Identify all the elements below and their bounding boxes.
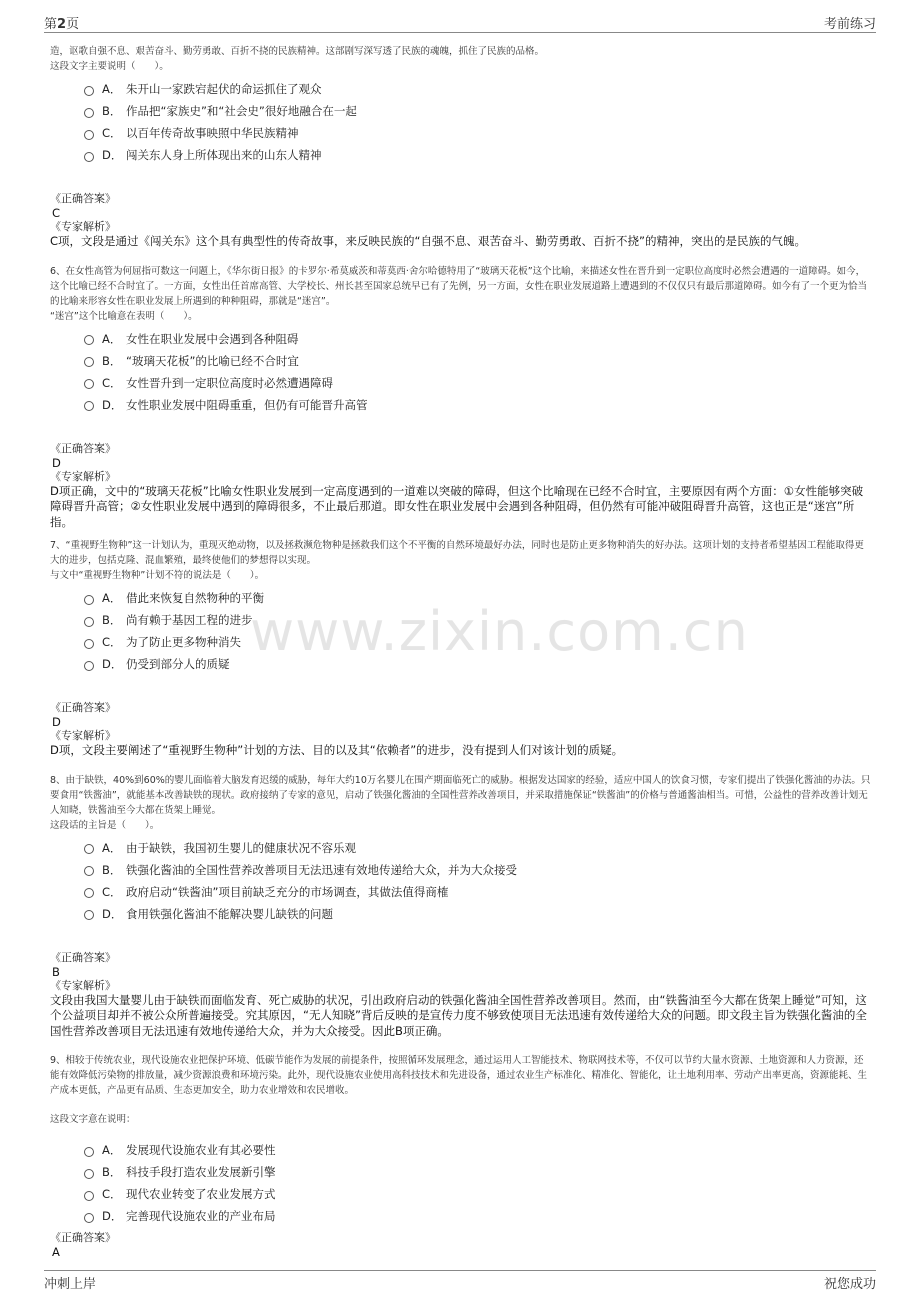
- radio-icon[interactable]: [84, 866, 94, 876]
- question-stem: 与文中“重视野生物种”计划不符的说法是（ ）。: [50, 570, 265, 581]
- analysis-text: C项，文段是通过《闯关东》这个具有典型性的传奇故事，来反映民族的“自强不息、艰苦奋斗、勤劳勇敢、百折不挠”的精神，突出的是民族的气魄。: [50, 234, 806, 248]
- radio-icon[interactable]: [84, 86, 94, 96]
- radio-icon[interactable]: [84, 639, 94, 649]
- radio-icon[interactable]: [84, 595, 94, 605]
- option-b[interactable]: B． 铁强化酱油的全国性营养改善项目无法迅速有效地传递给大众，并为大众接受: [50, 859, 872, 881]
- analysis-label: 《专家解析》: [50, 729, 116, 742]
- option-d[interactable]: D． 女性职业发展中阻碍重重，但仍有可能晋升高管: [50, 394, 872, 416]
- option-list: [50, 78, 872, 166]
- passage-tail: 造，讴歌自强不息、艰苦奋斗、勤劳勇敢、百折不挠的民族精神。这部剧写深写透了民族的魂魄，抓住了民族的品格。: [50, 46, 545, 57]
- passage: 7、“重视野生物种”这一计划认为，重现灭绝动物，以及拯救濒危物种是拯救我们这个不平衡的自然环境最好办法，同时也是防止更多物种消失的好办法。这项计划的支持者希望基因工程能取得更大的进步，包括克隆、混血繁殖，最终使他们的梦想得以实现。: [50, 540, 864, 566]
- question-stem: “迷宫”这个比喻意在表明（ ）。: [50, 310, 198, 322]
- option-list: [50, 328, 872, 416]
- radio-icon[interactable]: [84, 1213, 94, 1223]
- option-list: [50, 587, 872, 675]
- answer-label: 《正确答案》: [50, 1231, 116, 1244]
- footer-right: 祝您成功: [823, 1276, 876, 1292]
- radio-icon[interactable]: [84, 108, 94, 118]
- passage: 9、相较于传统农业，现代设施农业把保护环境、低碳节能作为发展的前提条件，按照循环发展理念，通过运用人工智能技术、物联网技术等，不仅可以节约大量水资源、土地资源和人力资源，还能有效降低污染物的排放量，减少资源浪费和环境污染。此外，现代设施农业使用高科技技术和先进设备，通过农业生产标准化、精准化、智能化，让土地利用率、劳动产出率更高，资源能耗、生产成本更低，产品更有品质、生态更加安全，助力农业增效和农民增收。: [50, 1055, 868, 1096]
- option-list: [50, 1139, 872, 1227]
- watermark: www.zixin.com.cn: [250, 600, 749, 663]
- option-b[interactable]: B． 科技手段打造农业发展新引擎: [50, 1161, 872, 1183]
- question-8: [50, 773, 872, 1040]
- option-b[interactable]: B． 作品把“家族史”和“社会史”很好地融合在一起: [50, 100, 872, 122]
- question-stem: 这段话的主旨是（ ）。: [50, 819, 160, 831]
- option-a[interactable]: A． 发展现代设施农业有其必要性: [50, 1139, 872, 1161]
- option-b[interactable]: B． “玻璃天花板”的比喻已经不合时宜: [50, 350, 872, 372]
- page-number: 第2页: [44, 16, 80, 32]
- option-d[interactable]: D． 仍受到部分人的质疑: [50, 653, 872, 675]
- question-6: [50, 264, 872, 531]
- correct-answer: D: [52, 715, 61, 729]
- correct-answer: C: [52, 206, 61, 220]
- option-c[interactable]: C． 为了防止更多物种消失: [50, 631, 872, 653]
- radio-icon[interactable]: [84, 130, 94, 140]
- option-a[interactable]: A． 女性在职业发展中会遇到各种阻碍: [50, 328, 872, 350]
- option-b[interactable]: B． 尚有赖于基因工程的进步: [50, 609, 872, 631]
- analysis-label: 《专家解析》: [50, 220, 116, 233]
- option-c[interactable]: C． 现代农业转变了农业发展方式: [50, 1183, 872, 1205]
- radio-icon[interactable]: [84, 910, 94, 920]
- correct-answer: D: [52, 455, 61, 470]
- footer-left: 冲刺上岸: [44, 1276, 97, 1292]
- question-9: [50, 1053, 872, 1259]
- analysis-label: 《专家解析》: [50, 978, 116, 992]
- header-title: 考前练习: [823, 16, 876, 32]
- option-c[interactable]: C． 以百年传奇故事映照中华民族精神: [50, 122, 872, 144]
- option-c[interactable]: C． 女性晋升到一定职位高度时必然遭遇障碍: [50, 372, 872, 394]
- radio-icon[interactable]: [84, 1191, 94, 1201]
- radio-icon[interactable]: [84, 888, 94, 898]
- radio-icon[interactable]: [84, 401, 94, 411]
- question-7: [50, 538, 872, 759]
- page-header: [44, 12, 876, 33]
- page-content: [50, 44, 872, 1259]
- passage: 8、由于缺铁，40%到60%的婴儿面临着大脑发育迟缓的威胁，每年大约10万名婴儿在围产期面临死亡的威胁。根据发达国家的经验，适应中国人的饮食习惯，专家们提出了铁强化酱油的办法。只要食用“铁酱油”，就能基本改善缺铁的现状。政府接纳了专家的意见，启动了铁强化酱油的全国性营养改善项目，并采取措施保证“铁酱油”的价格与普通酱油相当。可惜，公益性的营养改善计划无人知晓，铁酱油至今大都在货架上睡觉。: [50, 774, 871, 816]
- option-d[interactable]: D． 闯关东人身上所体现出来的山东人精神: [50, 144, 872, 166]
- passage: 6、在女性高管为何屈指可数这一问题上，《华尔街日报》的卡罗尔·希莫威茨和蒂莫西·舍尔哈德特用了“玻璃天花板”这个比喻，来描述女性在晋升到一定职位高度时必然会遭遇的一道障碍。如今，这个比喻已经不合时宜了。一方面，女性出任首席高管、大学校长、州长甚至国家总统早已有了先例，另一方面，女性在职业发展道路上遭遇到的不仅仅只有最后那道障碍。如今有了一个更为恰当的比喻来形容女性在职业发展上所遇到的种种阻碍，那就是“迷宫”。: [50, 265, 868, 307]
- question-stem: 这段文字主要说明（ ）。: [50, 61, 169, 72]
- analysis-text: 文段由我国大量婴儿由于缺铁而面临发育、死亡威胁的状况，引出政府启动的铁强化酱油全国性营养改善项目。然而，由“铁酱油至今大都在货架上睡觉”可知，这个公益项目却并不被公众所普遍接受。究其原因，“无人知晓”背后反映的是宣传力度不够致使项目无法迅速有效传递给大众的问题。即文段主旨为铁强化酱油的全国性营养改善项目无法迅速有效地传递给大众，并为大众接受。因此B项正确。: [50, 992, 867, 1038]
- page-footer: [44, 1270, 876, 1293]
- option-a[interactable]: A． 借此来恢复自然物种的平衡: [50, 587, 872, 609]
- radio-icon[interactable]: [84, 844, 94, 854]
- radio-icon[interactable]: [84, 152, 94, 162]
- analysis-label: 《专家解析》: [50, 469, 116, 483]
- correct-answer: A: [52, 1245, 60, 1259]
- correct-answer: B: [52, 964, 60, 979]
- answer-label: 《正确答案》: [50, 441, 116, 455]
- radio-icon[interactable]: [84, 379, 94, 389]
- analysis-text: D项正确，文中的“玻璃天花板”比喻女性职业发展到一定高度遇到的一道难以突破的障碍，但这个比喻现在已经不合时宜，主要原因有两个方面：①女性能够突破障碍晋升高管；②女性职业发展中遇到的障碍很多，不止最后那道。即女性在职业发展中会遇到各种阻碍，但仍然有可能冲破阻碍晋升高管，这也正是“迷宫”所指。: [50, 483, 864, 529]
- radio-icon[interactable]: [84, 1147, 94, 1157]
- radio-icon[interactable]: [84, 357, 94, 367]
- answer-label: 《正确答案》: [50, 701, 116, 714]
- option-d[interactable]: D． 完善现代设施农业的产业布局: [50, 1205, 872, 1227]
- option-a[interactable]: A． 由于缺铁，我国初生婴儿的健康状况不容乐观: [50, 837, 872, 859]
- radio-icon[interactable]: [84, 617, 94, 627]
- answer-label: 《正确答案》: [50, 950, 116, 964]
- option-c[interactable]: C． 政府启动“铁酱油”项目前缺乏充分的市场调查，其做法值得商榷: [50, 881, 872, 903]
- question-5: [50, 44, 872, 250]
- option-d[interactable]: D． 食用铁强化酱油不能解决婴儿缺铁的问题: [50, 903, 872, 925]
- question-stem: 这段文字意在说明：: [50, 1114, 136, 1125]
- answer-label: 《正确答案》: [50, 192, 116, 205]
- option-a[interactable]: A． 朱开山一家跌宕起伏的命运抓住了观众: [50, 78, 872, 100]
- radio-icon[interactable]: [84, 335, 94, 345]
- radio-icon[interactable]: [84, 661, 94, 671]
- analysis-text: D项，文段主要阐述了“重视野生物种”计划的方法、目的以及其“依赖者”的进步，没有提到人们对该计划的质疑。: [50, 743, 624, 757]
- option-list: [50, 837, 872, 925]
- radio-icon[interactable]: [84, 1169, 94, 1179]
